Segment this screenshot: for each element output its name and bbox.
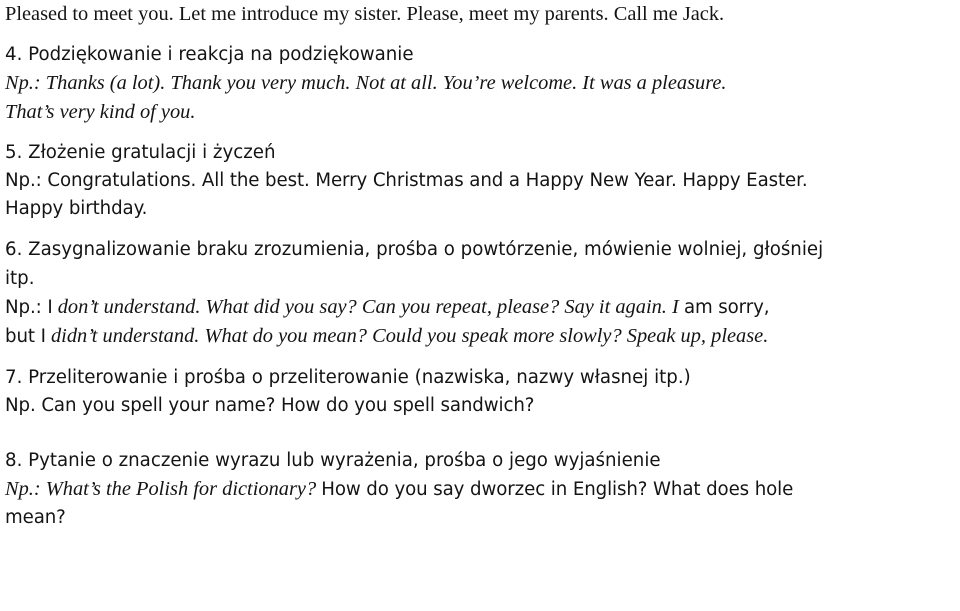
section-6-l1-a: don’t understand. What did you say? Can you repeat, please? Say it again. (57, 295, 667, 318)
section-4-line-2: That’s very kind of you. (5, 100, 196, 123)
section-7-title: 7. Przeliterowanie i prośba o przeliterowanie (nazwiska, nazwy własnej itp.) (5, 367, 691, 389)
section-8-line-2: mean? (5, 507, 66, 529)
section-5-title: 5. Złożenie gratulacji i życzeń (5, 141, 276, 163)
section-8-l1-a: Np.: What’s the Polish for dictionary? (5, 477, 317, 500)
section-8 (5, 447, 960, 533)
section-5-line-2: Happy birthday. (5, 198, 148, 220)
section-4-line-1: Np.: Thanks (a lot). Thank you very much. Not at all. You’re welcome. It was a pleasure. (5, 72, 727, 95)
section-5-line-1: Np.: Congratulations. All the best. Merry Christmas and a Happy New Year. Happy Easter. (5, 170, 808, 192)
section-6-title-line-1: 6. Zasygnalizowanie braku zrozumienia, prośba o powtórzenie, mówienie wolniej, głośniej (5, 239, 824, 261)
section-6-line-2 (5, 322, 960, 351)
intro-line: Pleased to meet you. Let me introduce my sister. Please, meet my parents. Call me Jack. (5, 3, 725, 25)
section-8-line-1 (5, 475, 960, 504)
section-8-l1-b: How do you say dworzec in English? What does hole (321, 478, 794, 500)
section-5 (5, 139, 960, 224)
section-6-l2-a: but I (5, 326, 46, 348)
section-6-title-line-2: itp. (5, 267, 35, 289)
section-6-l1-prefix: Np.: I (5, 296, 53, 318)
section-7 (5, 364, 960, 420)
section-7-line-1: Np. Can you spell your name? How do you spell sandwich? (5, 395, 535, 417)
section-4 (5, 41, 960, 126)
section-6-line-1 (5, 293, 960, 322)
section-4-title: 4. Podziękowanie i reakcja na podziękowanie (5, 44, 414, 66)
section-6 (5, 236, 960, 351)
section-6-l2-b: didn’t understand. What do you mean? Could you speak more slowly? Speak up, please. (50, 325, 769, 348)
section-8-title: 8. Pytanie o znaczenie wyrazu lub wyrażenia, prośba o jego wyjaśnienie (5, 449, 661, 471)
section-6-l1-b: I (672, 295, 679, 318)
section-6-l1-c: am sorry, (683, 296, 770, 318)
